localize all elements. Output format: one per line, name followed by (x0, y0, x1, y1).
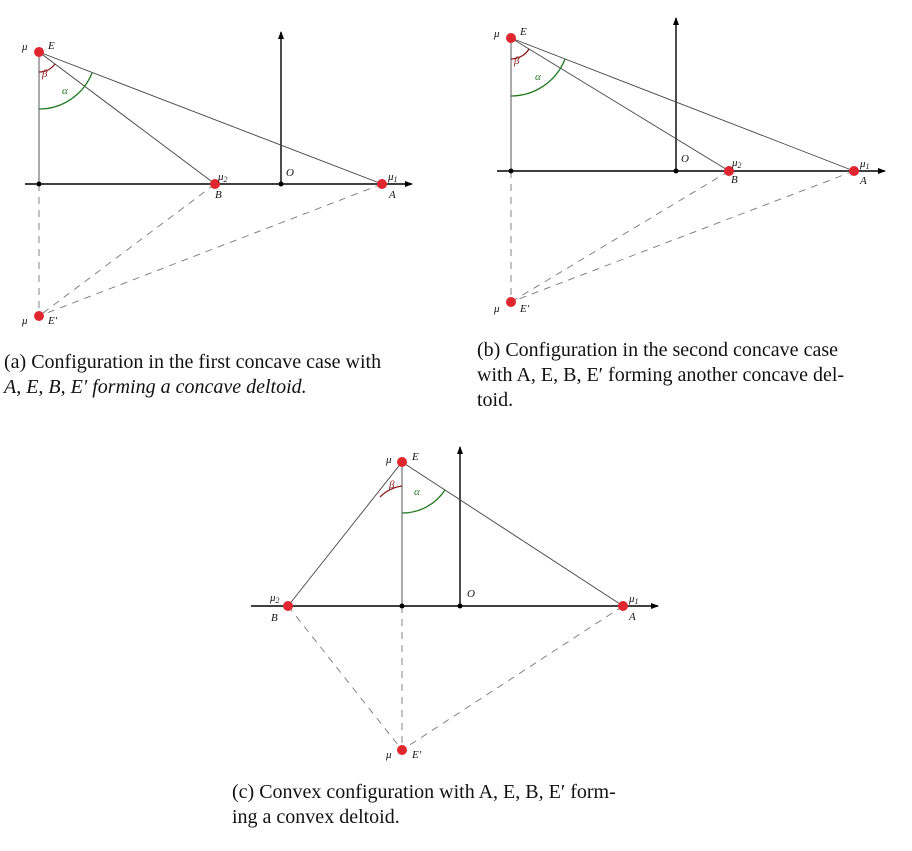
alpha-label: α (414, 486, 420, 498)
mu-label-E-prime: μ (494, 303, 500, 315)
origin-point (458, 604, 463, 609)
caption-c-line1: (c) Convex configuration with A, E, B, E′ form- (232, 781, 616, 803)
foot-point (509, 169, 514, 174)
segment-EB (39, 52, 215, 184)
point-E-prime (34, 311, 44, 321)
caption-a-line1: (a) Configuration in the first concave case with (4, 351, 382, 373)
caption-b-line1: (b) Configuration in the second concave case (477, 339, 838, 361)
dashed-segment-AE-prime (402, 606, 623, 750)
mu2-label: μ2 (732, 157, 742, 170)
caption-a-line2: A, E, B, E′ forming a concave deltoid. (4, 376, 307, 398)
label-A: A (629, 611, 636, 623)
label-E: E (48, 40, 55, 52)
origin-point (279, 182, 284, 187)
mu1-label: μ1 (629, 593, 639, 606)
dashed-segment-BE-prime (288, 606, 402, 750)
origin-point (674, 169, 679, 174)
segment-EA (39, 52, 382, 184)
label-O: O (286, 167, 294, 179)
label-B: B (215, 189, 222, 201)
label-E-prime: E′ (48, 315, 58, 327)
dashed-segment-BE-prime (511, 171, 729, 302)
caption-b (477, 338, 909, 413)
caption-b-line3: toid. (477, 389, 514, 411)
label-E-prime: E′ (520, 303, 530, 315)
mu-label-E-prime: μ (22, 315, 28, 327)
dashed-segment-BE-prime (39, 184, 215, 316)
label-E: E (520, 26, 527, 38)
caption-c (232, 780, 702, 830)
beta-label: β (514, 55, 520, 67)
label-B: B (271, 612, 278, 624)
segment-EA (511, 38, 854, 171)
foot-point (37, 182, 42, 187)
panel-a (21, 32, 412, 327)
dashed-segment-AE-prime (39, 184, 382, 316)
mu-label-E-prime: μ (386, 749, 392, 761)
caption-a (4, 350, 454, 400)
caption-b-line2: with A, E, B, E′ forming another concave del- (477, 364, 845, 386)
beta-label: β (42, 68, 48, 80)
label-E: E (412, 451, 419, 463)
alpha-label: α (535, 71, 541, 83)
point-E-prime (397, 745, 407, 755)
label-A: A (860, 175, 867, 187)
label-O: O (681, 153, 689, 165)
mu-label-E: μ (494, 28, 500, 40)
beta-label: β (389, 479, 395, 491)
alpha-arc (402, 490, 445, 513)
panel-b (493, 18, 885, 315)
label-B: B (731, 174, 738, 186)
dashed-segment-AE-prime (511, 171, 854, 302)
point-B (283, 601, 293, 611)
point-E (34, 47, 44, 57)
mu-label-E: μ (386, 454, 392, 466)
label-O: O (467, 588, 475, 600)
point-A (377, 179, 387, 189)
point-E (506, 33, 516, 43)
foot-point (400, 604, 405, 609)
label-A: A (389, 189, 396, 201)
segment-EA (402, 462, 623, 606)
point-A (618, 601, 628, 611)
mu2-label: μ2 (270, 592, 280, 605)
point-E (397, 457, 407, 467)
mu1-label: μ1 (860, 158, 870, 171)
segment-EB (511, 38, 729, 171)
panel-c (251, 447, 658, 761)
mu2-label: μ2 (218, 171, 228, 184)
alpha-label: α (62, 85, 68, 97)
mu1-label: μ1 (388, 171, 398, 184)
label-E-prime: E′ (412, 749, 422, 761)
segment-EB (288, 462, 402, 606)
caption-c-line2: ing a convex deltoid. (232, 806, 400, 828)
mu-label-E: μ (22, 41, 28, 53)
point-A (849, 166, 859, 176)
point-E-prime (506, 297, 516, 307)
